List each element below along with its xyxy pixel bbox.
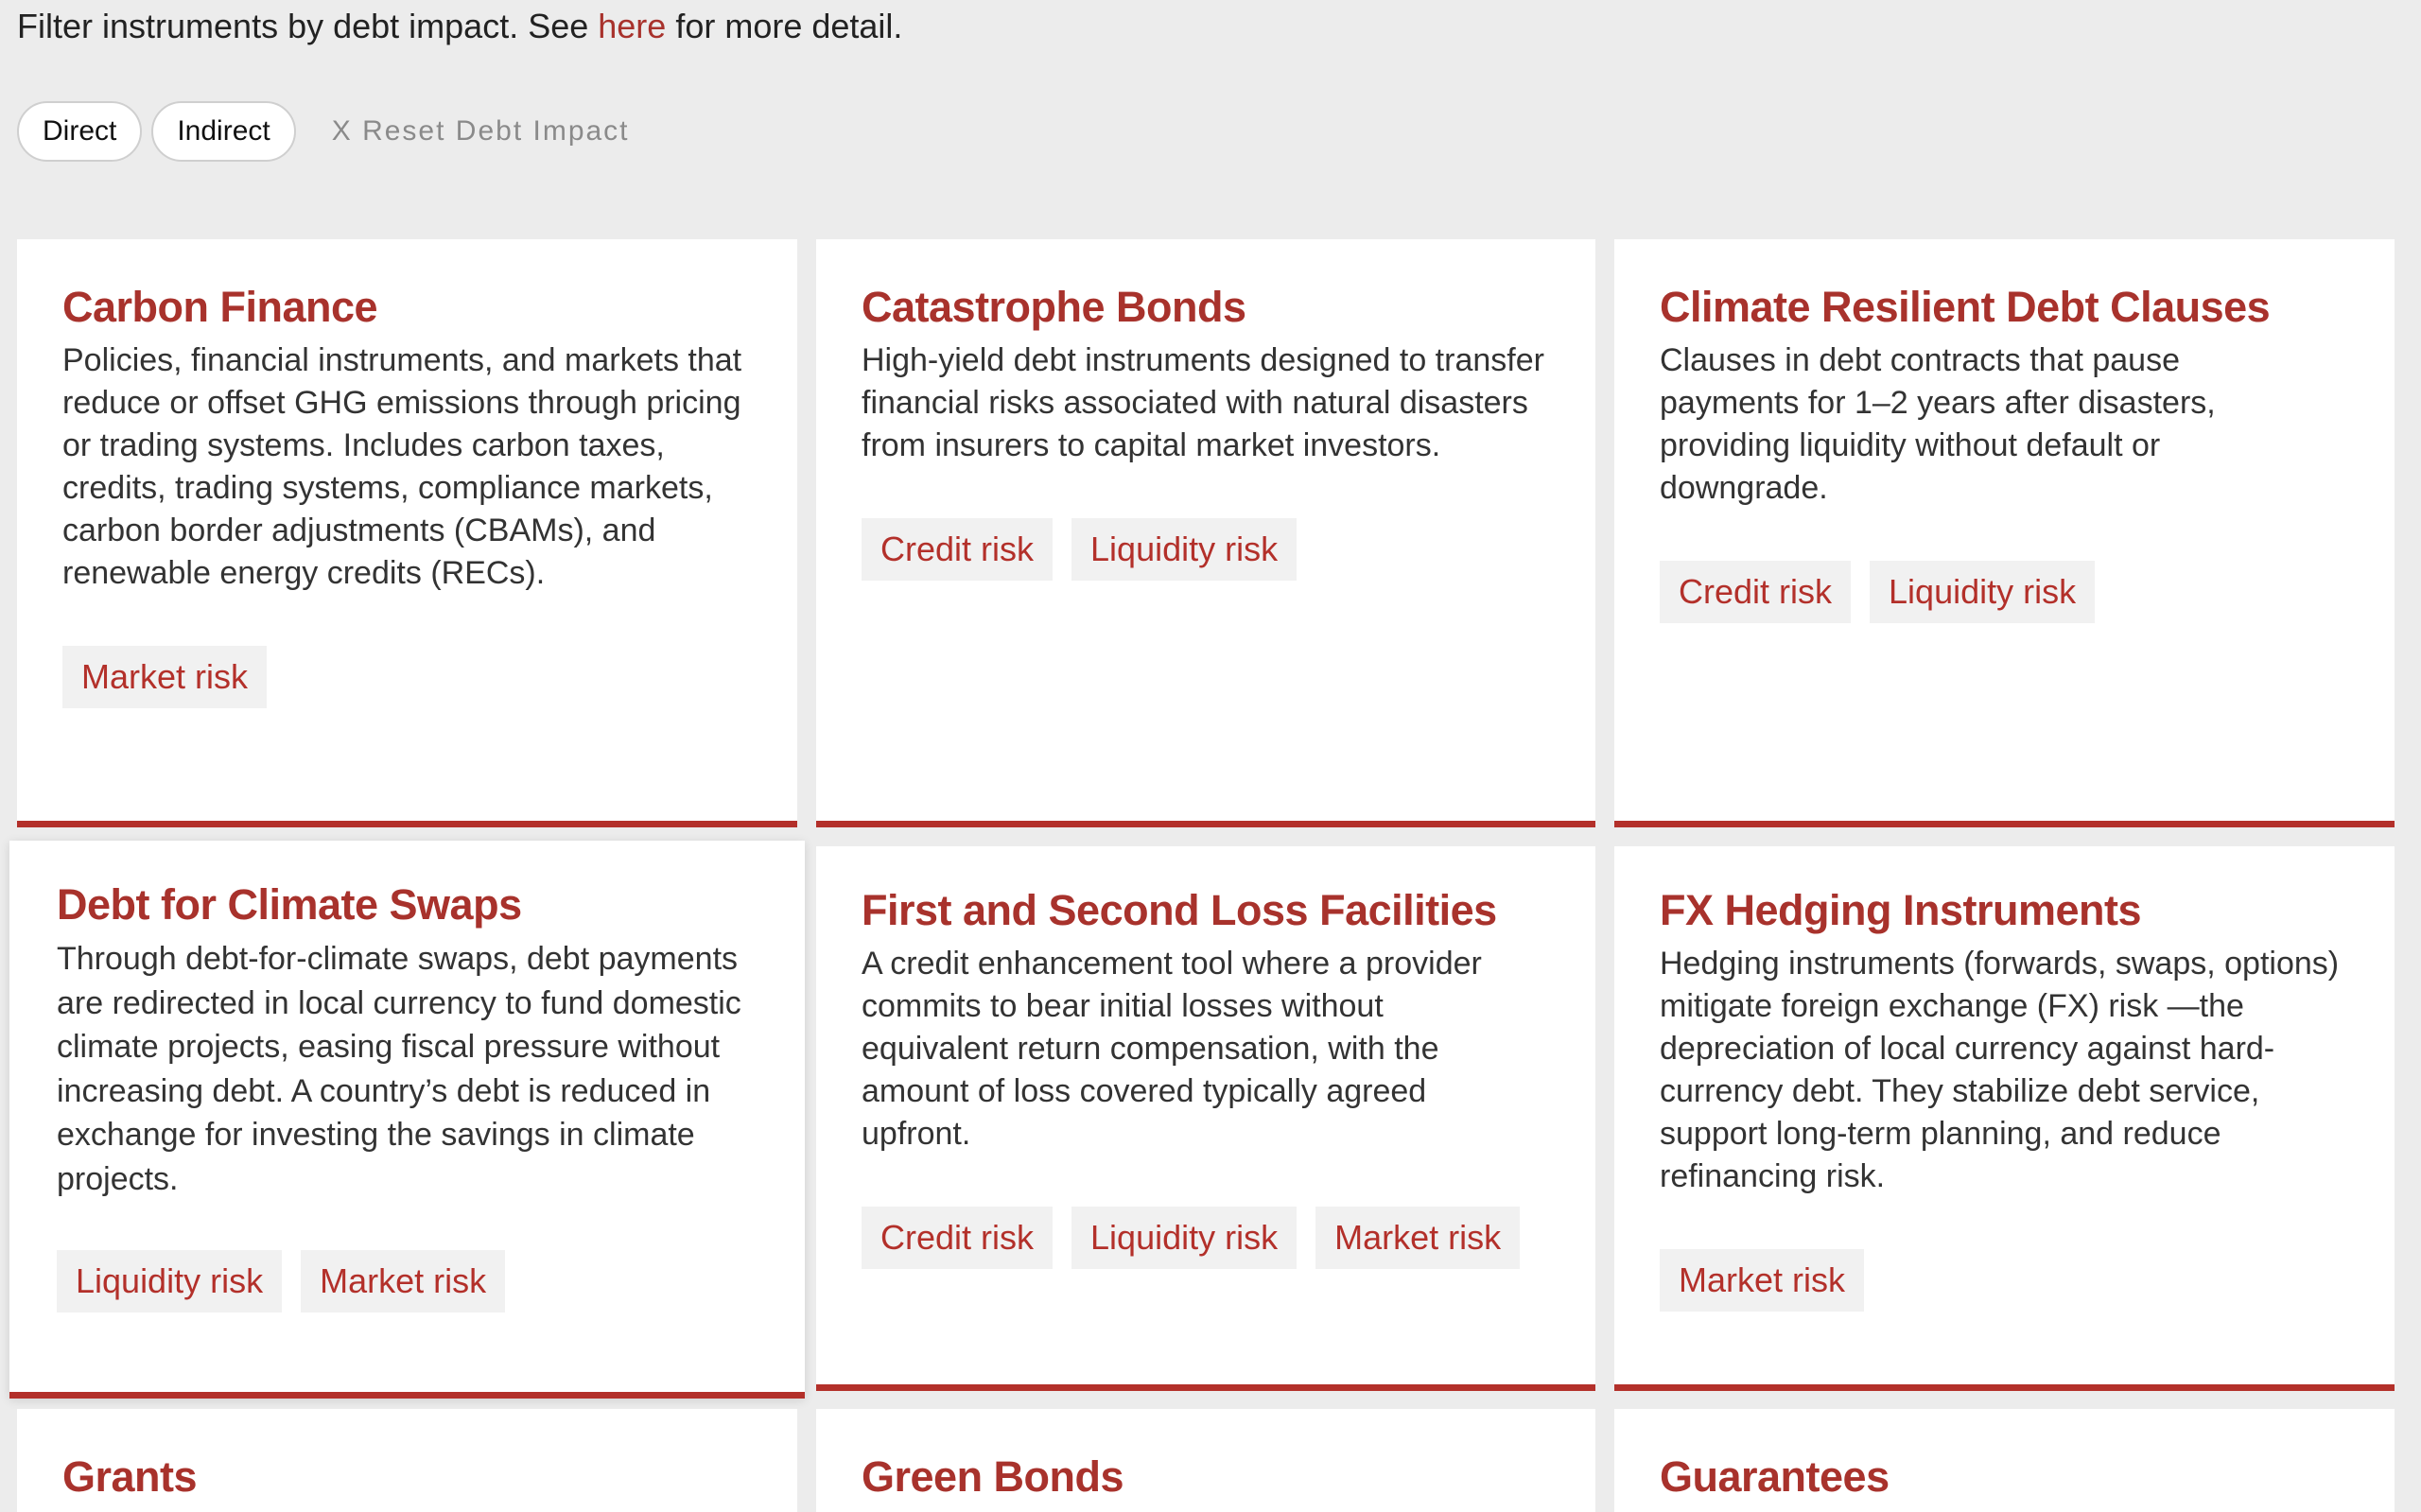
card-title: Climate Resilient Debt Clauses bbox=[1660, 283, 2271, 331]
instrument-card[interactable] bbox=[816, 1409, 1595, 1512]
card-tags bbox=[1660, 561, 2349, 623]
tag-market-risk[interactable]: Market risk bbox=[62, 646, 267, 708]
card-description: A credit enhancement tool where a provider commits to bear initial losses without equivalent return compensation, with the amount of loss covered typically agreed upfront. bbox=[862, 946, 1482, 1152]
card-description: Clauses in debt contracts that pause payments for 1–2 years after disasters, providing liquidity without default or downgrade. bbox=[1660, 342, 2216, 506]
card-title: First and Second Loss Facilities bbox=[862, 886, 1497, 934]
card-title: Carbon Finance bbox=[62, 283, 378, 331]
card-tags bbox=[862, 1207, 1550, 1269]
filter-indirect-button[interactable]: Indirect bbox=[151, 101, 295, 162]
card-tags bbox=[57, 1250, 759, 1312]
card-tags bbox=[1660, 1249, 2349, 1312]
card-description: Hedging instruments (forwards, swaps, options) mitigate foreign exchange (FX) risk —the depreciation of local currency against hard-currency debt. They stabilize debt service, support long-term planning, and reduce refinancing risk. bbox=[1660, 946, 2340, 1194]
debt-impact-filters bbox=[17, 101, 630, 162]
card-title: Catastrophe Bonds bbox=[862, 283, 1246, 331]
instrument-card[interactable] bbox=[816, 239, 1595, 827]
tag-liquidity-risk[interactable]: Liquidity risk bbox=[1071, 1207, 1297, 1269]
tag-credit-risk[interactable]: Credit risk bbox=[1660, 561, 1851, 623]
card-title: Debt for Climate Swaps bbox=[57, 880, 522, 929]
instrument-card[interactable] bbox=[1614, 846, 2395, 1391]
tag-market-risk[interactable]: Market risk bbox=[301, 1250, 505, 1312]
tag-market-risk[interactable]: Market risk bbox=[1315, 1207, 1520, 1269]
tag-liquidity-risk[interactable]: Liquidity risk bbox=[1071, 518, 1297, 581]
instrument-card[interactable] bbox=[17, 1409, 797, 1512]
filter-direct-button[interactable]: Direct bbox=[17, 101, 142, 162]
tag-liquidity-risk[interactable]: Liquidity risk bbox=[1870, 561, 2095, 623]
intro-text bbox=[17, 4, 902, 49]
instrument-card[interactable] bbox=[17, 239, 797, 827]
card-title: Grants bbox=[62, 1452, 198, 1501]
card-description: High-yield debt instruments designed to transfer financial risks associated with natural disasters from insurers to capital market investors. bbox=[862, 342, 1544, 463]
instrument-card[interactable] bbox=[9, 841, 805, 1399]
more-detail-link[interactable]: here bbox=[598, 7, 667, 45]
card-title: Green Bonds bbox=[862, 1452, 1124, 1501]
card-description: Policies, financial instruments, and markets that reduce or offset GHG emissions through pricing or trading systems. Includes carbon taxes, credits, trading systems, compliance markets, carbon border adjustments (CBAMs), and renewable energy credits (RECs). bbox=[62, 342, 742, 591]
tag-credit-risk[interactable]: Credit risk bbox=[862, 518, 1053, 581]
intro-text-before: Filter instruments by debt impact. See bbox=[17, 7, 599, 45]
card-tags bbox=[862, 518, 1550, 581]
reset-debt-impact-button[interactable]: X Reset Debt Impact bbox=[331, 115, 630, 147]
card-tags bbox=[62, 646, 752, 708]
instrument-card[interactable] bbox=[1614, 1409, 2395, 1512]
instrument-card[interactable] bbox=[816, 846, 1595, 1391]
card-description: Through debt-for-climate swaps, debt payments are redirected in local currency to fund domestic climate projects, easing fiscal pressure without increasing debt. A country’s debt is reduced in exchange for investing the savings in climate projects. bbox=[57, 941, 741, 1197]
tag-credit-risk[interactable]: Credit risk bbox=[862, 1207, 1053, 1269]
tag-market-risk[interactable]: Market risk bbox=[1660, 1249, 1864, 1312]
card-title: FX Hedging Instruments bbox=[1660, 886, 2142, 934]
intro-text-after: for more detail. bbox=[666, 7, 903, 45]
instrument-card[interactable] bbox=[1614, 239, 2395, 827]
tag-liquidity-risk[interactable]: Liquidity risk bbox=[57, 1250, 282, 1312]
card-title: Guarantees bbox=[1660, 1452, 1890, 1501]
